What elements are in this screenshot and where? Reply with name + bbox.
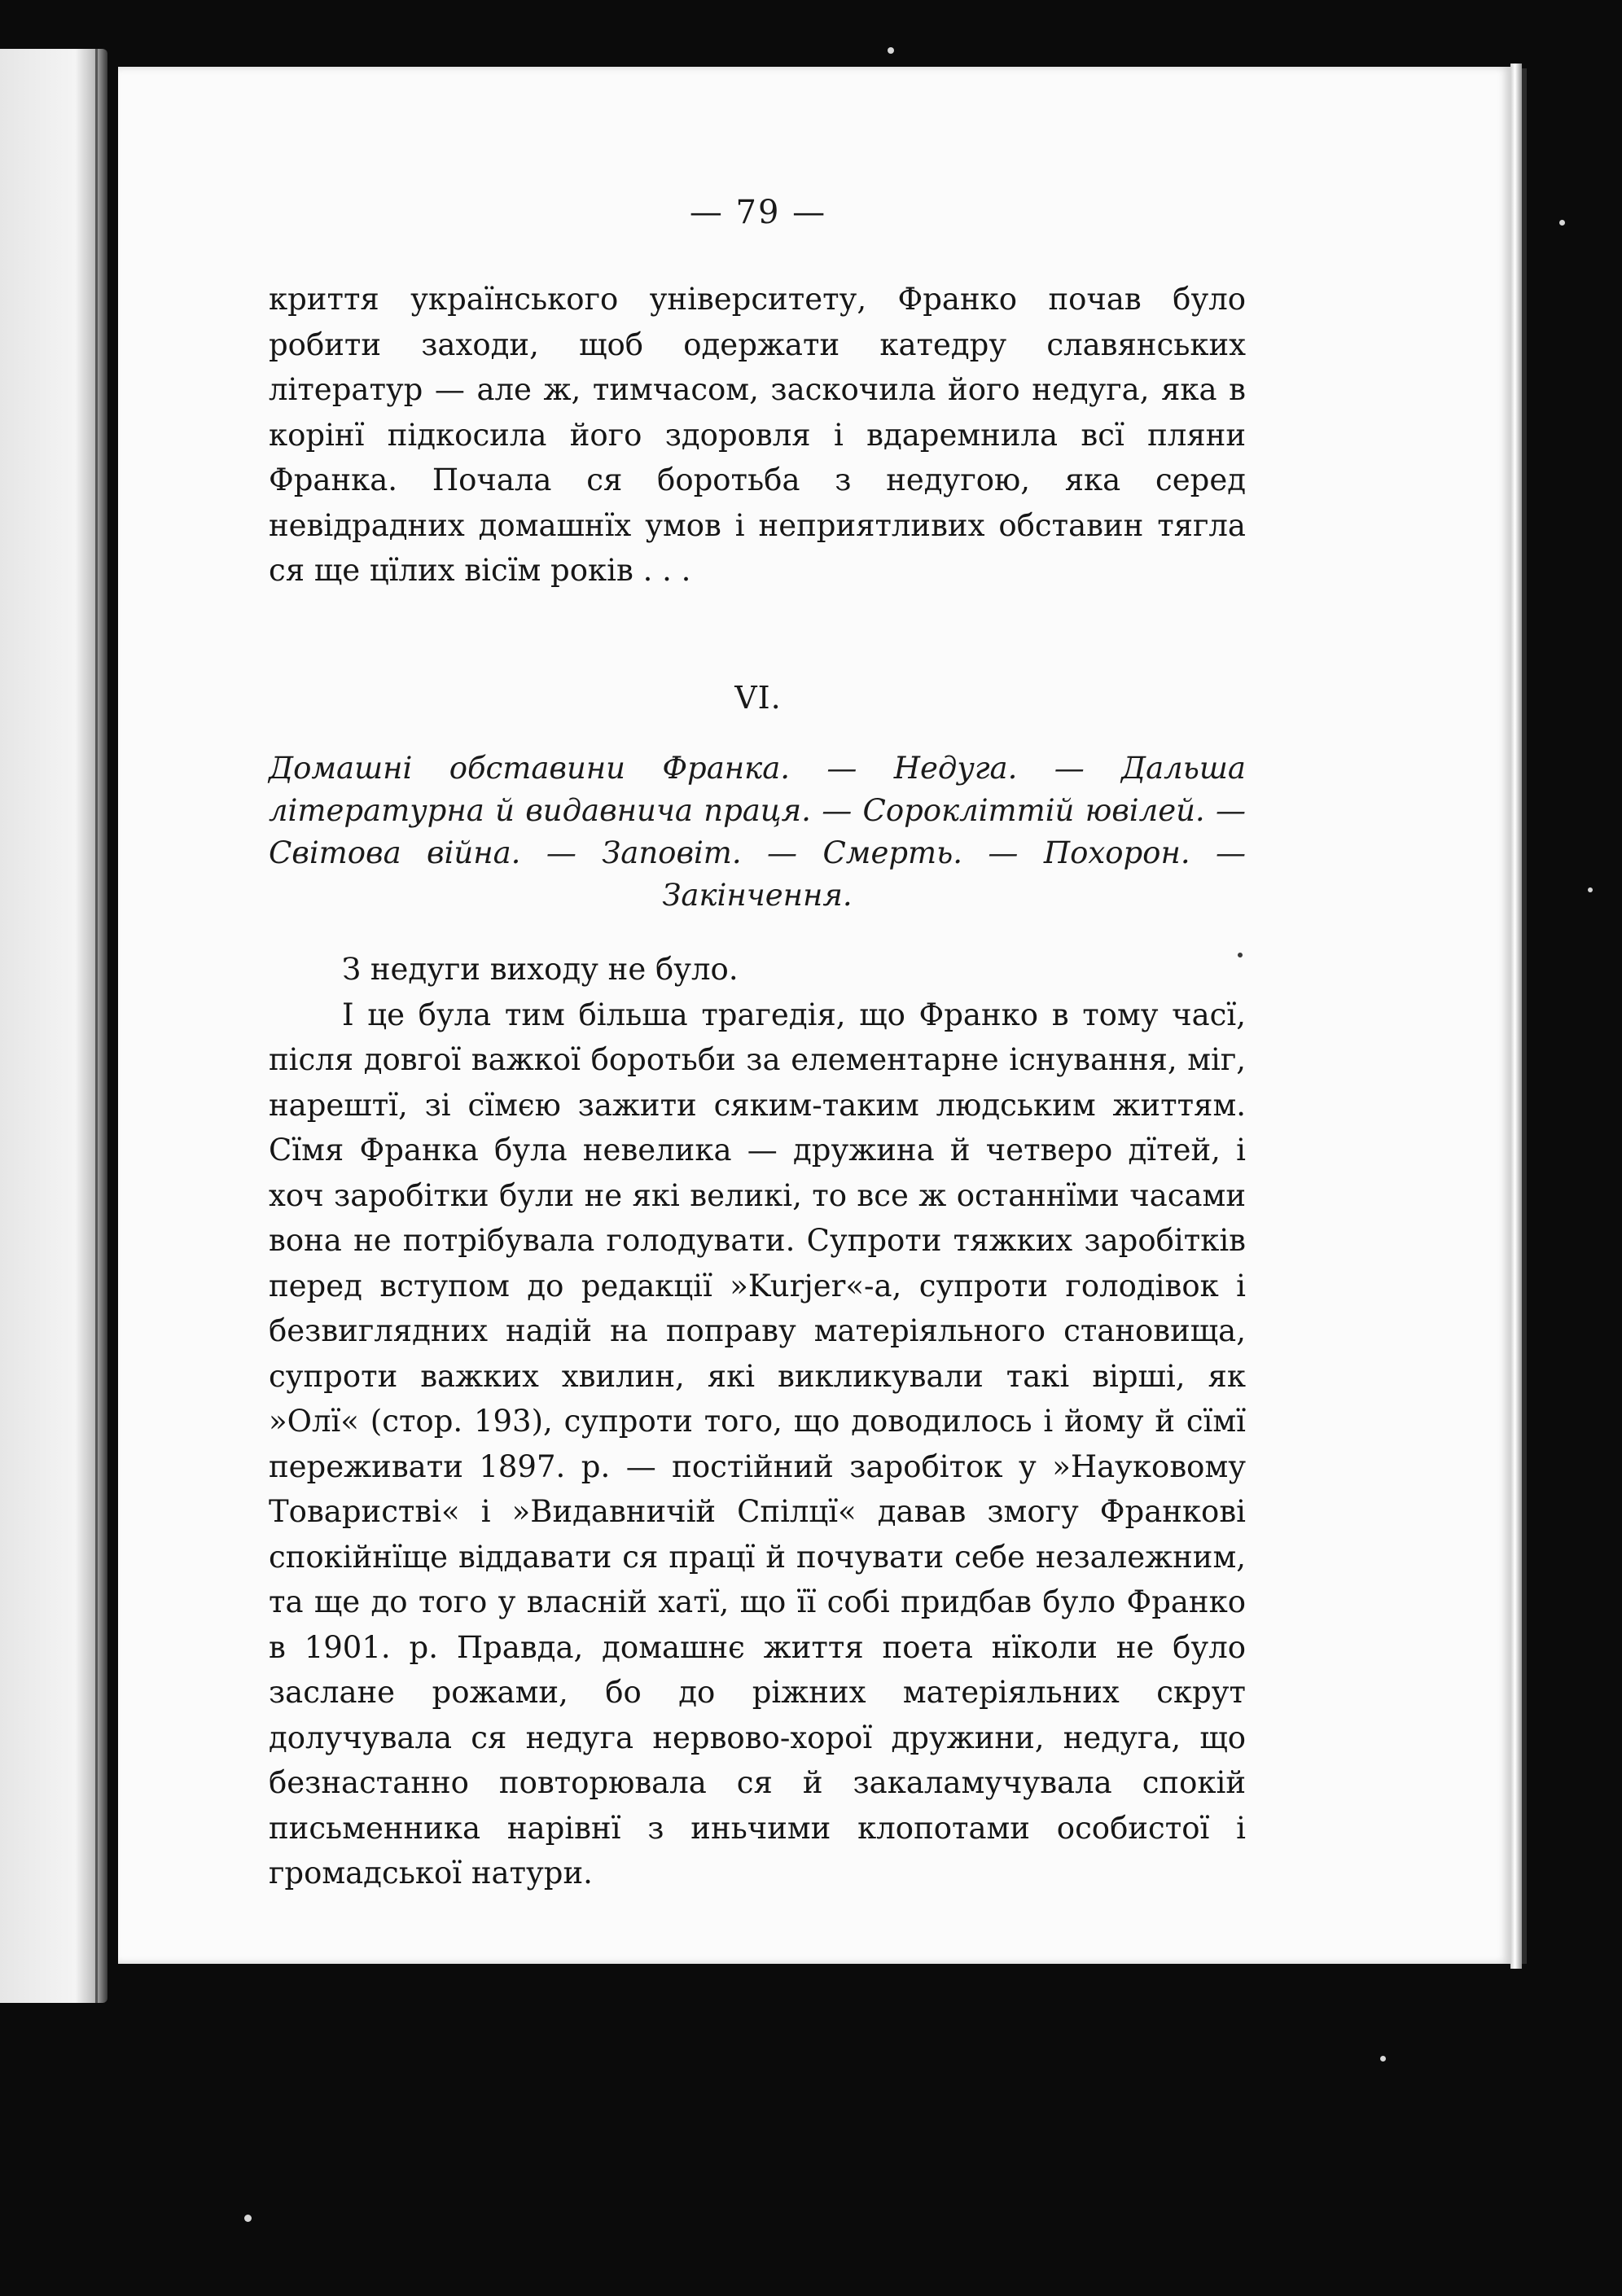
scan-speck xyxy=(1238,953,1243,957)
scan-speck xyxy=(1559,220,1565,226)
continuation-text-block xyxy=(269,277,1246,594)
scan-speck xyxy=(1380,2056,1386,2062)
scan-speck xyxy=(1588,887,1593,892)
previous-page-edge xyxy=(0,49,107,2003)
paragraph-1: З недуги виходу не було. xyxy=(342,952,739,987)
section-heading: VI. xyxy=(734,680,782,716)
page-right-edge xyxy=(1510,64,1522,1969)
scan-speck xyxy=(888,47,894,54)
paragraph-2: І це була тим більша трагедія, що Франко в тому часї, після довгої важкої боротьби за елементарне існування, міг, нарештї, зі сїмєю зажити сяким-таким людським життям. Сїмя Франка була невелика — дружина й четверо дїтей, і хоч заробітки були не які великі, то все ж останнїми часами вона не потрібувала голодувати. Супроти тяжких заробітків перед вступом до редакції »Kurjer«-а, супроти голодівок і безвиглядних надій на поправу матеріяльного становища, супроти важких хвилин, які викликували такі вірші, як »Олї« (стор. 193), супроти того, що доводилось і йому й сїмї переживати 1897. р. — постійний заробіток у »Науковому Товаристві« і »Видавничій Спілцї« давав змогу Франкові спокійнїще віддавати ся працї й почувати себе незалежним, та ще до того у власній хатї, що її собі придбав було Франко в 1901. р. Правда, домашнє життя поета нїколи не було заслане рожами, бо до ріжних матеріяльних скрут долучувала ся недуга нервово-хорої дружини, недуга, що безнастанно повторювала ся й закаламучувала спокій письменника нарівнї з иньчими клопотами особистої і громадської натури. xyxy=(269,997,1246,1891)
page-number: — 79 — xyxy=(689,194,827,231)
page-shadow-edge xyxy=(1522,68,1527,1964)
top-paragraph: криття українського університету, Франко почав було робити заходи, щоб одержати катедру славянських літератур — але ж, тимчасом, заскочила його недуга, яка в корінї підкосила його здоровля і вдаремнила всї пляни Франка. Почала ся боротьба з недугою, яка серед невідрадних домашнїх умов і неприятливих обставин тягла ся ще цїлих вісїм років . . . xyxy=(269,282,1246,588)
section-body xyxy=(269,947,1246,1896)
scan-speck xyxy=(244,2215,252,2222)
section-summary: Домашні обставини Франка. — Недуга. — Дальша літературна й видавнича праця. — Сорокліттій ювілей. — Світова війна. — Заповіт. — Смерть. — Похорон. — Закінчення. xyxy=(269,751,1246,913)
